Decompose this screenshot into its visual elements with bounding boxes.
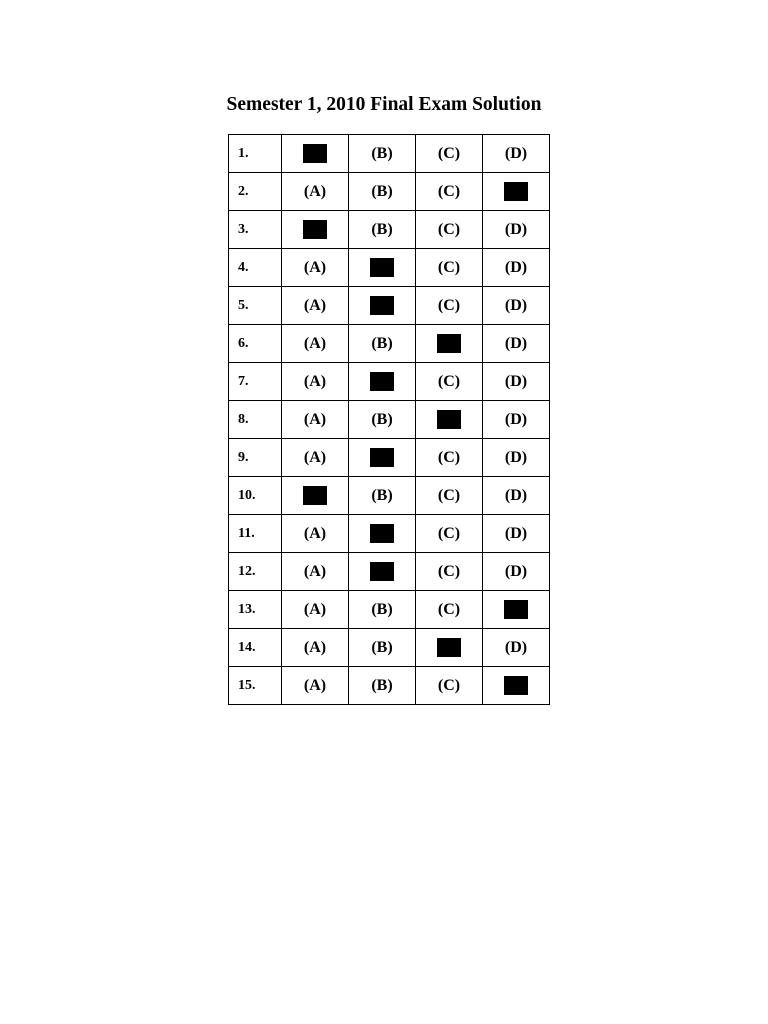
filled-answer-mark	[370, 524, 394, 543]
option-label: (A)	[303, 296, 327, 314]
option-label: (B)	[371, 220, 393, 238]
option-a-cell	[282, 363, 349, 401]
filled-answer-mark	[370, 562, 394, 581]
option-label: (C)	[437, 258, 461, 276]
filled-answer-mark	[437, 638, 461, 657]
option-label: (A)	[303, 676, 327, 694]
option-c-cell	[416, 477, 483, 515]
option-label: (C)	[437, 448, 461, 466]
option-b-cell-selected	[349, 515, 416, 553]
filled-answer-mark	[303, 220, 327, 239]
option-label: (D)	[504, 486, 528, 504]
option-a-cell	[282, 591, 349, 629]
option-label: (A)	[303, 638, 327, 656]
filled-answer-mark	[370, 296, 394, 315]
option-b-cell	[349, 135, 416, 173]
option-d-cell	[483, 211, 550, 249]
option-d-cell	[483, 287, 550, 325]
option-label: (C)	[437, 676, 461, 694]
option-label: (A)	[303, 182, 327, 200]
filled-answer-mark	[303, 144, 327, 163]
option-label: (B)	[371, 182, 393, 200]
option-label: (D)	[504, 296, 528, 314]
option-label: (A)	[303, 410, 327, 428]
option-label: (D)	[504, 638, 528, 656]
option-d-cell-selected	[483, 591, 550, 629]
option-d-cell	[483, 477, 550, 515]
option-d-cell-selected	[483, 173, 550, 211]
option-b-cell	[349, 629, 416, 667]
answer-grid	[228, 134, 550, 705]
filled-answer-mark	[303, 486, 327, 505]
option-label: (D)	[504, 144, 528, 162]
question-row	[229, 553, 550, 591]
question-number: 11.	[229, 515, 282, 553]
option-d-cell	[483, 363, 550, 401]
question-number: 2.	[229, 173, 282, 211]
option-label: (C)	[437, 600, 461, 618]
option-label: (A)	[303, 448, 327, 466]
option-b-cell	[349, 173, 416, 211]
question-number: 1.	[229, 135, 282, 173]
option-b-cell	[349, 667, 416, 705]
option-a-cell-selected	[282, 211, 349, 249]
option-b-cell-selected	[349, 439, 416, 477]
option-label: (B)	[371, 334, 393, 352]
option-label: (D)	[504, 562, 528, 580]
question-number: 7.	[229, 363, 282, 401]
option-label: (C)	[437, 524, 461, 542]
option-d-cell	[483, 515, 550, 553]
question-row	[229, 629, 550, 667]
option-c-cell	[416, 135, 483, 173]
option-label: (D)	[504, 524, 528, 542]
question-number: 12.	[229, 553, 282, 591]
question-number: 15.	[229, 667, 282, 705]
option-label: (C)	[437, 144, 461, 162]
option-a-cell	[282, 173, 349, 211]
question-number: 9.	[229, 439, 282, 477]
question-row	[229, 135, 550, 173]
page-title: Semester 1, 2010 Final Exam Solution	[226, 94, 542, 115]
option-d-cell	[483, 325, 550, 363]
option-a-cell-selected	[282, 135, 349, 173]
option-a-cell	[282, 401, 349, 439]
question-row	[229, 249, 550, 287]
option-d-cell-selected	[483, 667, 550, 705]
option-label: (B)	[371, 486, 393, 504]
question-row	[229, 477, 550, 515]
option-d-cell	[483, 135, 550, 173]
option-label: (A)	[303, 334, 327, 352]
question-number: 6.	[229, 325, 282, 363]
option-label: (C)	[437, 372, 461, 390]
option-c-cell-selected	[416, 629, 483, 667]
question-number: 5.	[229, 287, 282, 325]
question-number: 4.	[229, 249, 282, 287]
option-c-cell	[416, 173, 483, 211]
question-row	[229, 363, 550, 401]
question-number: 3.	[229, 211, 282, 249]
option-d-cell	[483, 249, 550, 287]
option-label: (B)	[371, 410, 393, 428]
question-row	[229, 211, 550, 249]
question-row	[229, 287, 550, 325]
question-number: 14.	[229, 629, 282, 667]
option-a-cell	[282, 439, 349, 477]
option-c-cell	[416, 211, 483, 249]
option-d-cell	[483, 629, 550, 667]
option-d-cell	[483, 439, 550, 477]
filled-answer-mark	[504, 182, 528, 201]
option-label: (D)	[504, 448, 528, 466]
option-a-cell-selected	[282, 477, 349, 515]
option-label: (D)	[504, 372, 528, 390]
option-label: (D)	[504, 410, 528, 428]
option-c-cell	[416, 591, 483, 629]
filled-answer-mark	[370, 258, 394, 277]
question-row	[229, 667, 550, 705]
filled-answer-mark	[370, 448, 394, 467]
question-row	[229, 591, 550, 629]
option-b-cell	[349, 477, 416, 515]
question-number: 8.	[229, 401, 282, 439]
question-row	[229, 439, 550, 477]
option-c-cell-selected	[416, 325, 483, 363]
option-label: (A)	[303, 524, 327, 542]
option-c-cell	[416, 667, 483, 705]
option-a-cell	[282, 287, 349, 325]
option-a-cell	[282, 667, 349, 705]
option-label: (D)	[504, 334, 528, 352]
question-row	[229, 173, 550, 211]
option-b-cell-selected	[349, 249, 416, 287]
answer-grid-body	[229, 135, 550, 705]
option-label: (B)	[371, 144, 393, 162]
filled-answer-mark	[370, 372, 394, 391]
option-b-cell-selected	[349, 287, 416, 325]
question-row	[229, 401, 550, 439]
option-c-cell-selected	[416, 401, 483, 439]
option-label: (A)	[303, 562, 327, 580]
option-c-cell	[416, 249, 483, 287]
option-a-cell	[282, 249, 349, 287]
filled-answer-mark	[504, 676, 528, 695]
option-b-cell	[349, 325, 416, 363]
option-label: (C)	[437, 182, 461, 200]
option-label: (A)	[303, 372, 327, 390]
filled-answer-mark	[504, 600, 528, 619]
option-b-cell	[349, 401, 416, 439]
question-number: 13.	[229, 591, 282, 629]
option-b-cell	[349, 591, 416, 629]
option-b-cell	[349, 211, 416, 249]
question-row	[229, 515, 550, 553]
option-label: (B)	[371, 676, 393, 694]
option-a-cell	[282, 553, 349, 591]
option-b-cell-selected	[349, 553, 416, 591]
option-c-cell	[416, 553, 483, 591]
option-d-cell	[483, 401, 550, 439]
question-row	[229, 325, 550, 363]
option-a-cell	[282, 629, 349, 667]
option-c-cell	[416, 287, 483, 325]
option-label: (A)	[303, 600, 327, 618]
filled-answer-mark	[437, 334, 461, 353]
option-label: (D)	[504, 220, 528, 238]
option-c-cell	[416, 363, 483, 401]
option-d-cell	[483, 553, 550, 591]
option-c-cell	[416, 439, 483, 477]
option-label: (C)	[437, 562, 461, 580]
option-label: (A)	[303, 258, 327, 276]
filled-answer-mark	[437, 410, 461, 429]
option-label: (C)	[437, 220, 461, 238]
option-label: (C)	[437, 486, 461, 504]
option-label: (B)	[371, 638, 393, 656]
option-a-cell	[282, 515, 349, 553]
option-label: (C)	[437, 296, 461, 314]
option-c-cell	[416, 515, 483, 553]
option-label: (D)	[504, 258, 528, 276]
option-label: (B)	[371, 600, 393, 618]
option-b-cell-selected	[349, 363, 416, 401]
question-number: 10.	[229, 477, 282, 515]
option-a-cell	[282, 325, 349, 363]
